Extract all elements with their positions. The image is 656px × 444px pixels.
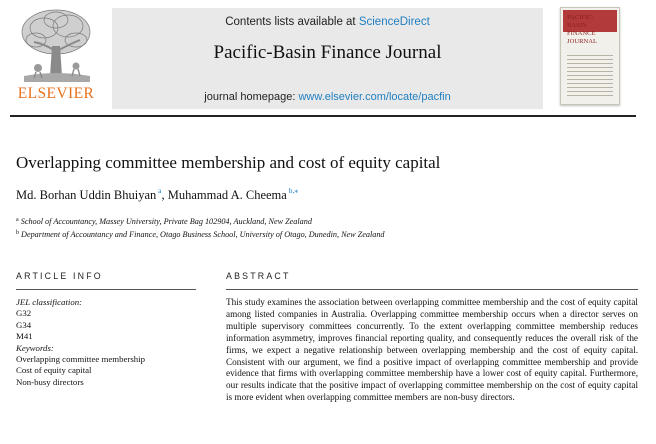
cover-title-line: BASIN [567, 22, 587, 29]
homepage-prefix: journal homepage: [204, 91, 299, 103]
article-title: Overlapping committee membership and cost of equity capital [16, 153, 441, 172]
affiliation-b [16, 230, 385, 239]
affiliation-marker: a [16, 217, 19, 223]
cover-text-lines [567, 52, 613, 96]
contents-line [112, 16, 543, 28]
keywords-label: Keywords: [16, 342, 54, 353]
journal-cover-thumbnail[interactable] [560, 7, 620, 105]
author-separator: , [161, 188, 168, 202]
publisher-logo[interactable] [10, 6, 102, 106]
cover-title-line: PACIFIC- [567, 14, 594, 21]
header-divider [10, 115, 636, 117]
author-name[interactable]: Md. Borhan Uddin Bhuiyan [16, 188, 157, 202]
elsevier-tree-icon [14, 6, 98, 84]
abstract-divider [226, 289, 638, 290]
cover-title-line: FINANCE [567, 30, 596, 37]
article-info-heading: ARTICLE INFO [16, 271, 103, 281]
keyword-list [16, 354, 196, 388]
contents-prefix: Contents lists available at [225, 16, 359, 28]
article-info-divider [16, 289, 196, 290]
jel-code-list [16, 308, 196, 342]
sciencedirect-link[interactable]: ScienceDirect [358, 16, 430, 28]
article-info-block [16, 297, 196, 388]
abstract-heading: ABSTRACT [226, 271, 291, 281]
journal-title[interactable]: Pacific-Basin Finance Journal [213, 42, 442, 63]
jel-label: JEL classification: [16, 297, 83, 307]
keyword: Overlapping committee membership [16, 354, 145, 365]
author-name[interactable]: Muhammad A. Cheema [167, 188, 287, 202]
affiliation-marker: b [16, 230, 19, 236]
cover-title-line: JOURNAL [567, 38, 598, 45]
jel-code: G34 [16, 319, 32, 330]
cover-title [567, 14, 617, 46]
jel-code: M41 [16, 331, 33, 342]
journal-homepage-link[interactable]: www.elsevier.com/locate/pacfin [298, 91, 451, 103]
affiliation-text: Department of Accountancy and Finance, Otago Business School, University of Otago, Dunedin, New Zealand [19, 230, 385, 239]
abstract-text: This study examines the association between overlapping committee membership and the cost of equity capital among listed companies in Australia. Overlapping committee membership occurs when a director serves on multiple supervisory committees concurrently. To the extent overlapping committee membership reduces information asymmetry, improves financial reporting quality, and consequently reduces the overall risk of the firms, we expect a negative relationship between overlapping membership and the cost of equity capital. Consistent with our argument, we find a positive impact of overlapping committee membership and provide evidence that firms with overlapping committee membership have a lower cost of equity capital. Furthermore, our results indicate that the positive impact of overlapping committee membership on the cost of equity capital is more evident when overlapping committee members are non-busy directors. [226, 297, 638, 403]
journal-banner [112, 8, 543, 109]
author-affiliation-marker[interactable]: a [156, 186, 162, 195]
keyword: Cost of equity capital [16, 365, 92, 376]
affiliation-a [16, 217, 312, 226]
homepage-line [112, 91, 543, 103]
keyword: Non-busy directors [16, 376, 84, 387]
author-list [16, 186, 298, 203]
affiliation-text: School of Accountancy, Massey University, Private Bag 102904, Auckland, New Zealand [18, 217, 312, 226]
publisher-name: ELSEVIER [17, 85, 95, 102]
author-affiliation-marker[interactable]: b,⁎ [286, 186, 299, 195]
jel-code: G32 [16, 308, 32, 319]
